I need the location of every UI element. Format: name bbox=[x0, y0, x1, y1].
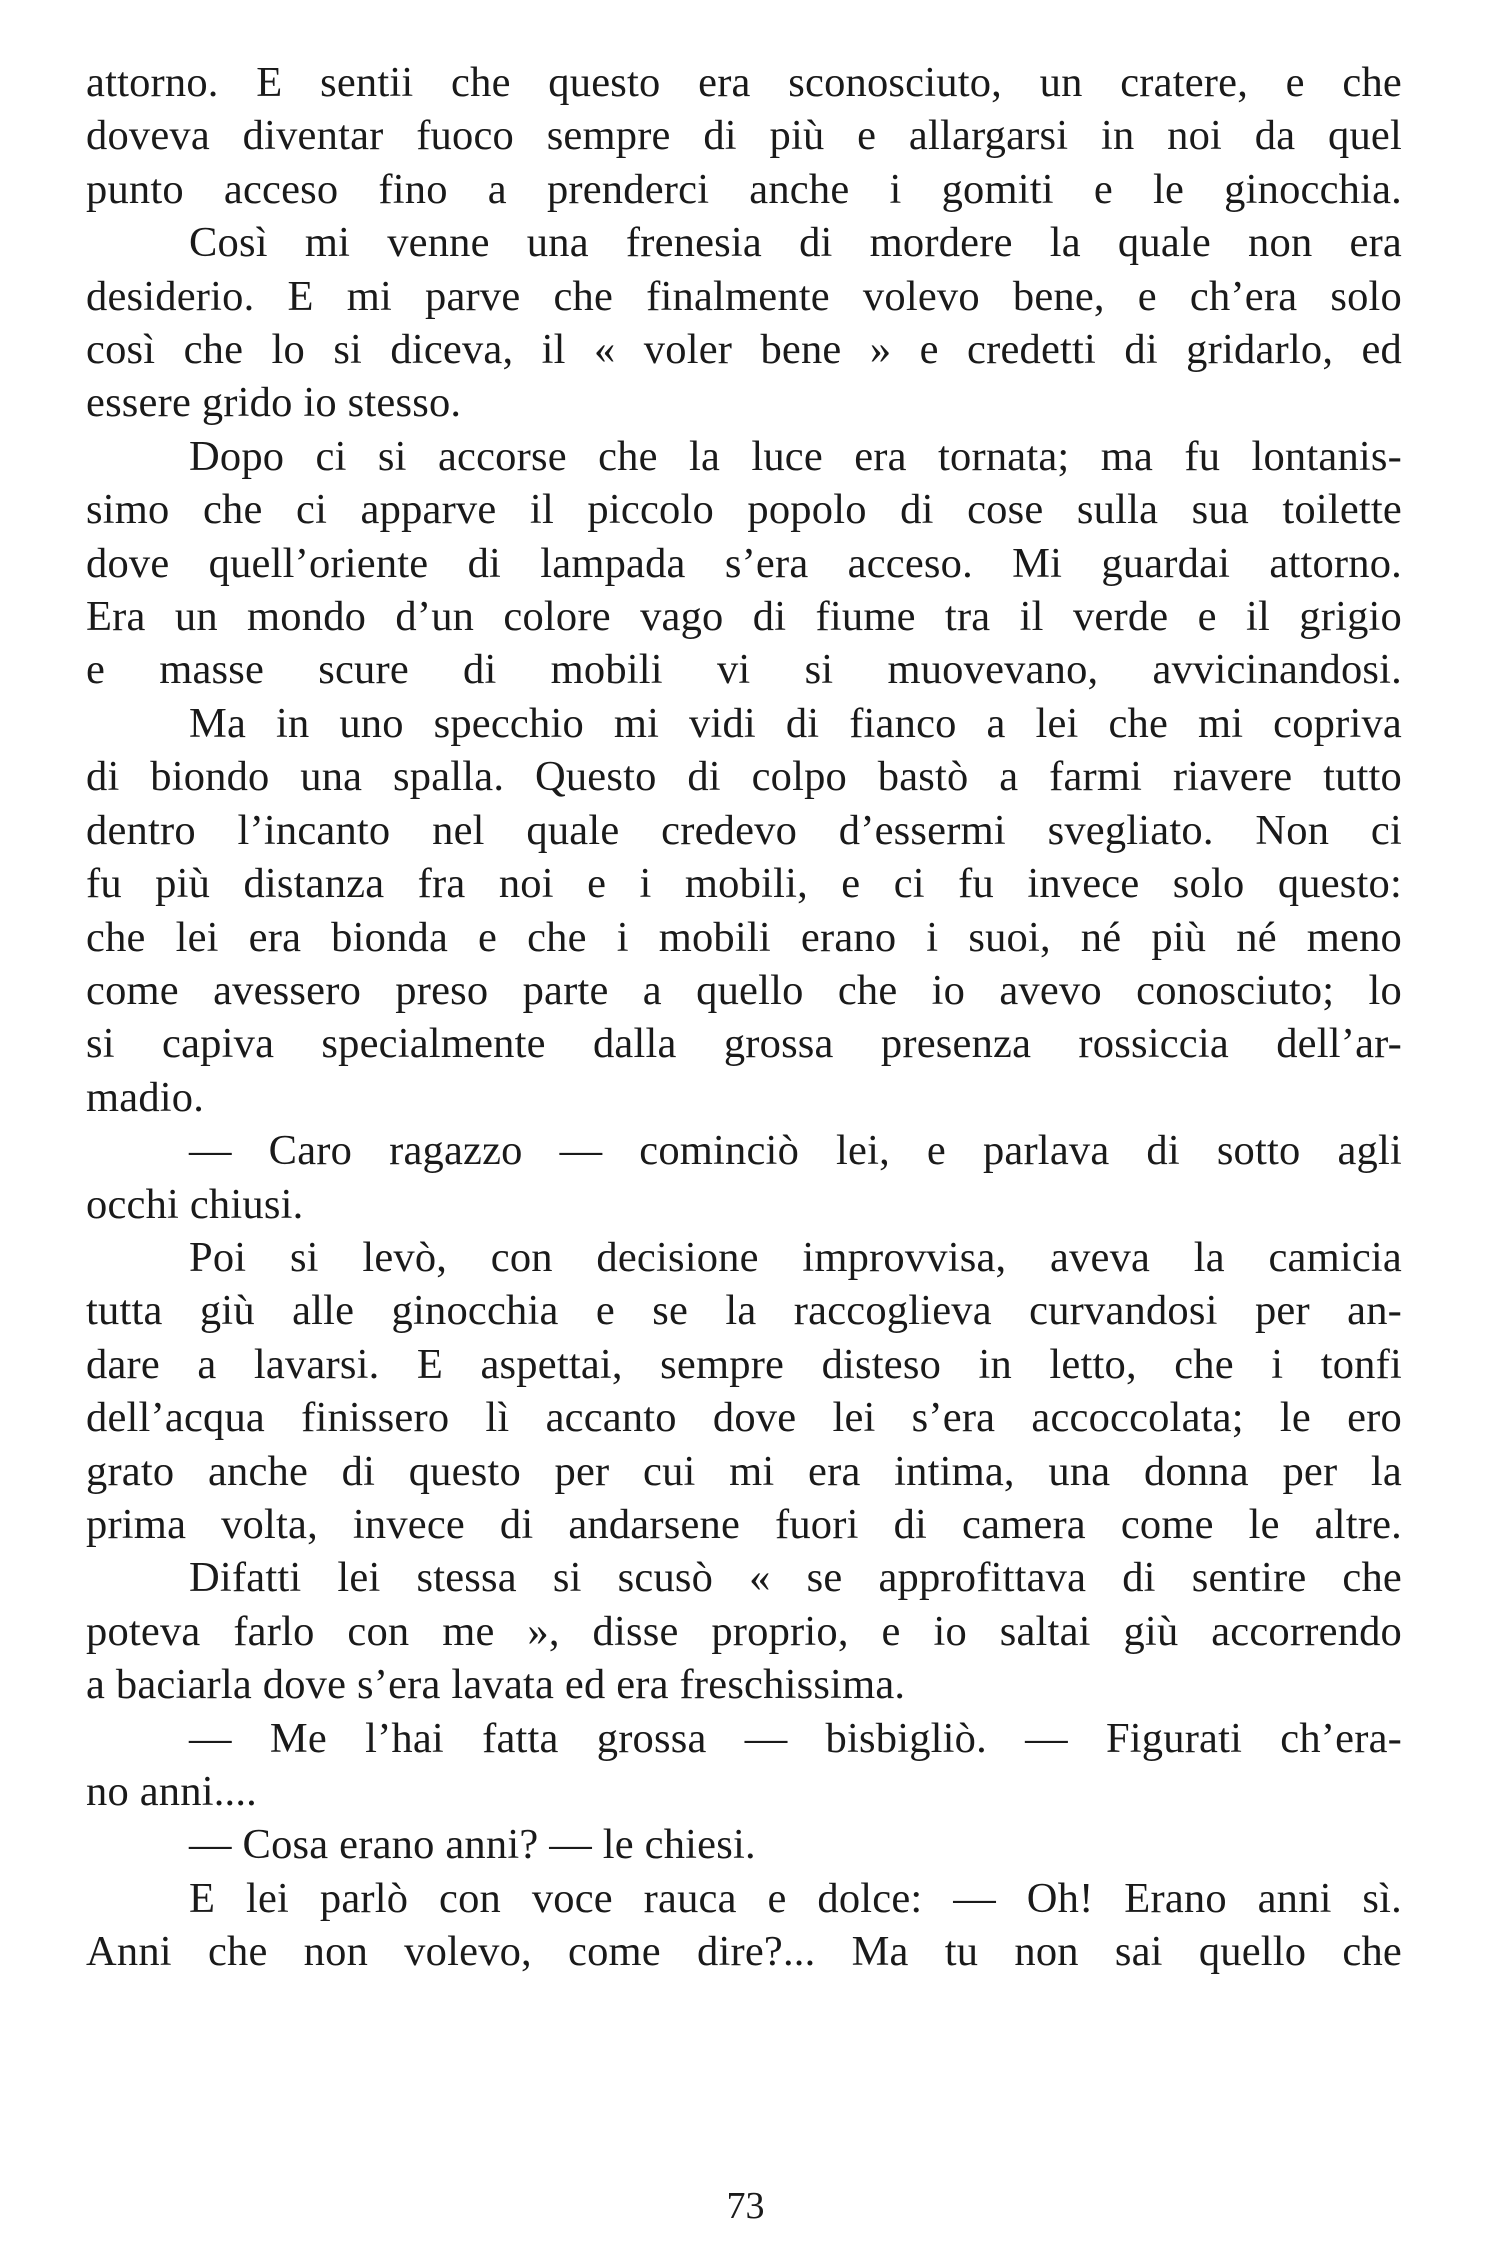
text-line: come avessero preso parte a quello che io avevo conosciuto; lo bbox=[86, 966, 1402, 1014]
paragraph-p7 bbox=[86, 1712, 1402, 1819]
text-line: desiderio. E mi parve che finalmente volevo bene, e ch’era solo bbox=[86, 272, 1402, 320]
text-line: così che lo si diceva, il « voler bene » e credetti di gridarlo, ed bbox=[86, 326, 1402, 374]
text-line: — Me l’hai fatta grossa — bisbigliò. — Figurati ch’era- bbox=[189, 1714, 1402, 1762]
text-line: no anni.... bbox=[86, 1768, 257, 1815]
text-line: simo che ci apparve il piccolo popolo di cose sulla sua toilette bbox=[86, 486, 1402, 534]
text-line: — Cosa erano anni? — le chiesi. bbox=[189, 1821, 756, 1869]
text-line: Ma in uno specchio mi vidi di fianco a lei che mi copriva bbox=[189, 699, 1402, 747]
paragraph-p5 bbox=[86, 1231, 1402, 1551]
paragraph-p9 bbox=[86, 1872, 1402, 1979]
text-line: essere grido io stesso. bbox=[86, 379, 462, 427]
text-line: madio. bbox=[86, 1073, 205, 1121]
text-line: dentro l’incanto nel quale credevo d’essermi svegliato. Non ci bbox=[86, 806, 1402, 854]
text-line: Era un mondo d’un colore vago di fiume tra il verde e il grigio bbox=[86, 593, 1402, 641]
paragraph-p8 bbox=[86, 1818, 1402, 1871]
paragraph-p4 bbox=[86, 1124, 1402, 1231]
text-line: prima volta, invece di andarsene fuori di camera come le altre. bbox=[86, 1500, 1402, 1548]
text-line: dell’acqua finissero lì accanto dove lei s’era accoccolata; le ero bbox=[86, 1394, 1402, 1442]
paragraph-p6 bbox=[86, 1551, 1402, 1711]
text-line: poteva farlo con me », disse proprio, e io saltai giù accorrendo bbox=[86, 1607, 1402, 1655]
text-line: Difatti lei stessa si scusò « se approfittava di sentire che bbox=[189, 1554, 1402, 1602]
body-text bbox=[86, 56, 1402, 1979]
text-line: Dopo ci si accorse che la luce era tornata; ma fu lontanis- bbox=[189, 432, 1402, 480]
text-line: attorno. E sentii che questo era sconosciuto, un cratere, e che bbox=[86, 59, 1402, 106]
text-line: — Caro ragazzo — cominciò lei, e parlava di sotto agli bbox=[189, 1127, 1402, 1175]
text-line: dove quell’oriente di lampada s’era acceso. Mi guardai attorno. bbox=[86, 539, 1402, 587]
paragraph-p2 bbox=[86, 430, 1402, 697]
text-line: dare a lavarsi. E aspettai, sempre disteso in letto, che i tonfi bbox=[86, 1340, 1402, 1388]
text-line: si capiva specialmente dalla grossa presenza rossiccia dell’ar- bbox=[86, 1020, 1402, 1068]
text-line: e masse scure di mobili vi si muovevano, avvicinandosi. bbox=[86, 646, 1402, 694]
paragraph-p0 bbox=[86, 56, 1402, 216]
text-line: di biondo una spalla. Questo di colpo bastò a farmi riavere tutto bbox=[86, 753, 1402, 801]
text-line: grato anche di questo per cui mi era intima, una donna per la bbox=[86, 1447, 1402, 1495]
text-line: che lei era bionda e che i mobili erano i suoi, né più né meno bbox=[86, 913, 1402, 961]
text-line: punto acceso fino a prenderci anche i gomiti e le ginocchia. bbox=[86, 165, 1402, 213]
text-line: Così mi venne una frenesia di mordere la quale non era bbox=[189, 219, 1402, 267]
text-line: Poi si levò, con decisione improvvisa, aveva la camicia bbox=[189, 1233, 1402, 1281]
text-line: Anni che non volevo, come dire?... Ma tu non sai quello che bbox=[86, 1928, 1402, 1976]
page-number: 73 bbox=[726, 2185, 765, 2227]
text-line: fu più distanza fra noi e i mobili, e ci fu invece solo questo: bbox=[86, 860, 1402, 908]
text-line: occhi chiusi. bbox=[86, 1180, 304, 1228]
text-line: tutta giù alle ginocchia e se la raccoglieva curvandosi per an- bbox=[86, 1287, 1402, 1335]
text-line: E lei parlò con voce rauca e dolce: — Oh! Erano anni sì. bbox=[189, 1874, 1402, 1922]
paragraph-p1 bbox=[86, 216, 1402, 430]
paragraph-p3 bbox=[86, 697, 1402, 1124]
text-line: a baciarla dove s’era lavata ed era freschissima. bbox=[86, 1661, 906, 1709]
text-line: doveva diventar fuoco sempre di più e allargarsi in noi da quel bbox=[86, 112, 1402, 160]
